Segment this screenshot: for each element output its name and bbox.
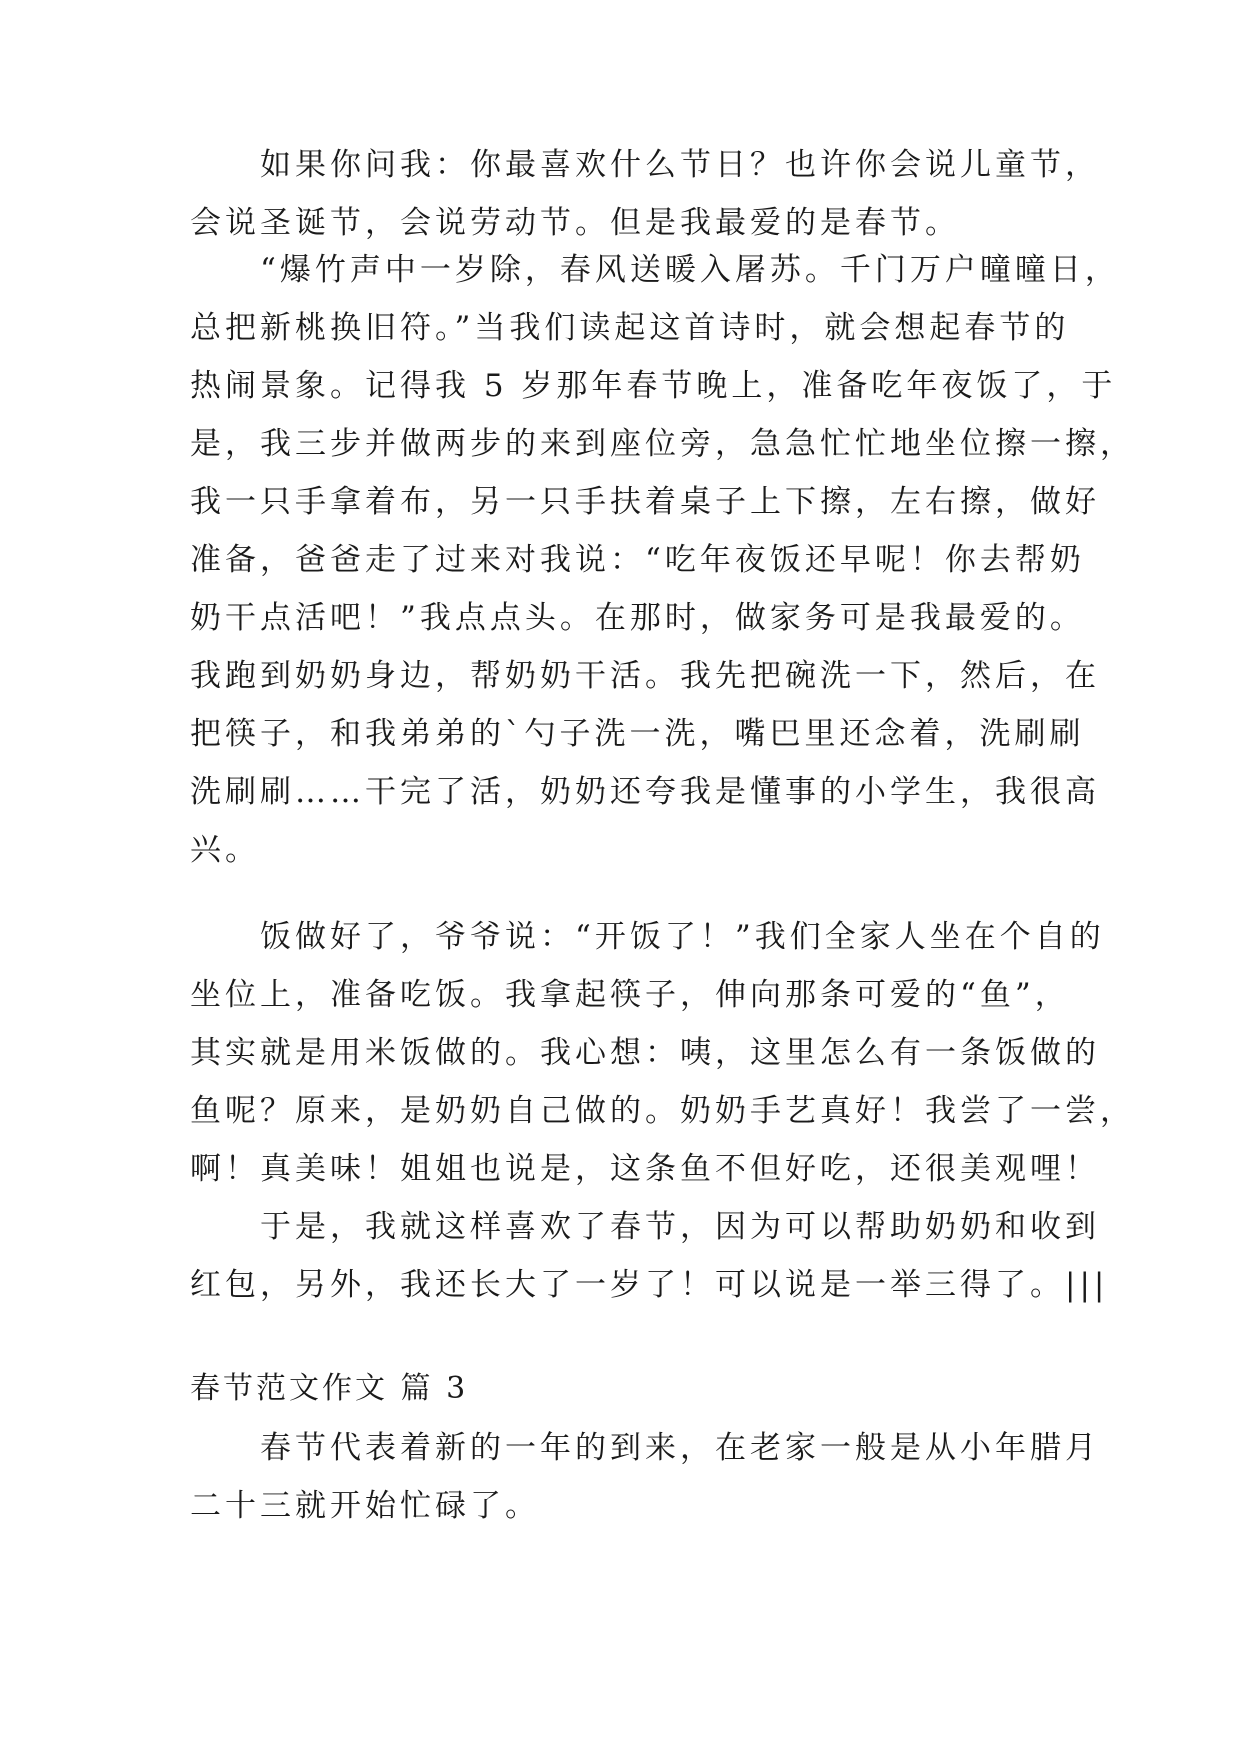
text-line: 我一只手拿着布，另一只手扶着桌子上下擦，左右擦，做好 [190,484,1100,520]
section-paragraph-1 [190,1419,1100,1535]
text-line: 坐位上，准备吃饭。我拿起筷子，伸向那条可爱的“鱼”， [190,977,1070,1013]
text-line: 热闹景象。记得我 5 岁那年春节晚上，准备吃年夜饭了，于 [190,368,1117,404]
text-line: 如果你问我：你最喜欢什么节日？也许你会说儿童节， [260,147,1100,183]
text-line: “爆竹声中一岁除，春风送暖入屠苏。千门万户曈曈日， [260,252,1120,288]
text-line: 我跑到奶奶身边，帮奶奶干活。我先把碗洗一下，然后，在 [190,658,1100,694]
paragraph-1 [190,136,1100,252]
text-line: 奶干点活吧！”我点点头。在那时，做家务可是我最爱的。 [190,600,1085,636]
text-line: 其实就是用米饭做的。我心想：咦，这里怎么有一条饭做的 [190,1035,1100,1071]
text-line: 饭做好了，爷爷说：“开饭了！”我们全家人坐在个自的 [260,919,1105,955]
text-line: 啊！真美味！姐姐也说是，这条鱼不但好吃，还很美观哩！ [190,1151,1100,1187]
section-heading: 春节范文作文 篇 3 [190,1371,469,1406]
text-line: 是，我三步并做两步的来到座位旁，急急忙忙地坐位擦一擦， [190,426,1135,462]
text-line: 于是，我就这样喜欢了春节，因为可以帮助奶奶和收到 [260,1209,1100,1245]
text-line: 鱼呢？原来，是奶奶自己做的。奶奶手艺真好！我尝了一尝， [190,1093,1135,1129]
text-line: 兴。 [190,832,260,868]
text-line: 洗刷刷……干完了活，奶奶还夸我是懂事的小学生，我很高 [190,774,1100,810]
paragraph-2 [190,241,1135,879]
text-line: 总把新桃换旧符。”当我们读起这首诗时，就会想起春节的 [190,310,1070,346]
paragraph-4 [190,1198,1109,1314]
text-line: 二十三就开始忙碌了。 [190,1488,540,1524]
text-line: 会说圣诞节，会说劳动节。但是我最爱的是春节。 [190,205,960,241]
text-line: 红包，另外，我还长大了一岁了！可以说是一举三得了。||| [190,1267,1109,1303]
paragraph-3 [190,908,1135,1198]
text-line: 准备，爸爸走了过来对我说：“吃年夜饭还早呢！你去帮奶 [190,542,1085,578]
text-line: 春节代表着新的一年的到来，在老家一般是从小年腊月 [260,1430,1100,1466]
text-line: 把筷子，和我弟弟的`勺子洗一洗，嘴巴里还念着，洗刷刷 [190,716,1085,752]
